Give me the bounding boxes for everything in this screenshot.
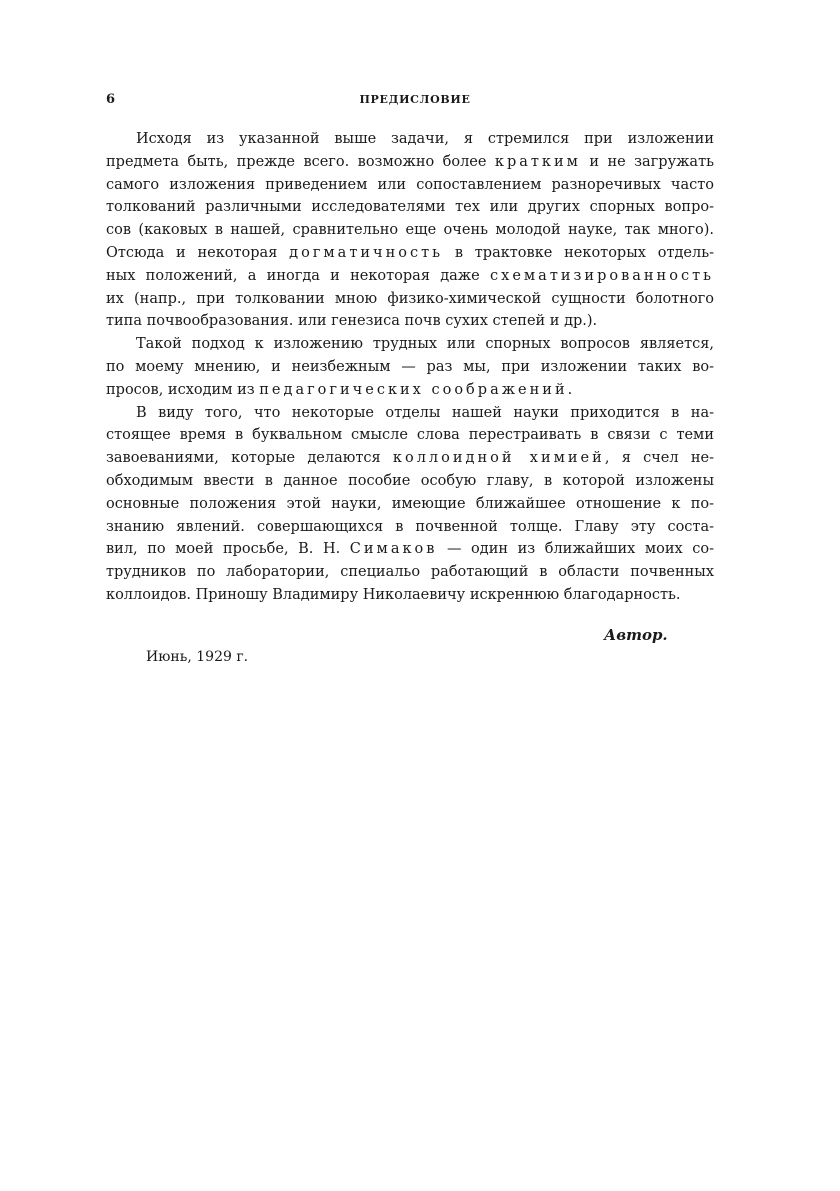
- text-line: их (напр., при толковании мною физико-химической сущности болотного: [106, 290, 714, 307]
- preface-text: [106, 128, 714, 607]
- spaced-emphasis: кратким: [494, 153, 581, 170]
- text-line: типа почвообразования. или генезиса почв сухих степей и др.).: [106, 313, 598, 330]
- text-line: предмета быть, прежде всего. возможно более кратким и не загружать: [106, 153, 714, 170]
- text-line: Исходя из указанной выше задачи, я стремился при изложении: [136, 131, 714, 147]
- text-line: трудников по лаборатории, специальо работающий в области почвенных: [106, 564, 714, 581]
- spaced-emphasis: догматичность: [289, 244, 444, 261]
- spaced-emphasis: схематизированность: [490, 267, 714, 284]
- text-line: сов (каковых в нашей, сравнительно еще очень молодой науке, так много).: [106, 222, 714, 239]
- text-line: Такой подход к изложению трудных или спорных вопросов является,: [136, 336, 714, 353]
- text-line: Отсюда и некоторая догматичность в трактовке некоторых отдель-: [106, 244, 714, 261]
- text-line: коллоидов. Приношу Владимиру Николаевичу искреннюю благодарность.: [106, 586, 681, 603]
- text-line: знанию явлений. совершающихся в почвенной толще. Главу эту соста-: [106, 518, 714, 535]
- text-line: толкований различными исследователями тех или других спорных вопро-: [106, 199, 714, 216]
- page-header: [106, 92, 724, 110]
- text-line: по моему мнению, и неизбежным — раз мы, при изложении таких во-: [106, 358, 714, 375]
- spaced-emphasis: Симаков: [349, 541, 438, 558]
- author-signature: Автор.: [604, 626, 668, 644]
- text-line: обходимым ввести в данное пособие особую главу, в которой изложены: [106, 472, 714, 489]
- text-line: стоящее время в буквальном смысле слова перестраивать в связи с теми: [106, 427, 714, 444]
- text-line: завоеваниями, которые делаются коллоидной химией, я счел не-: [106, 450, 715, 467]
- text-line: самого изложения приведением или сопоставлением разноречивых часто: [106, 176, 714, 193]
- text-line: основные положения этой науки, имеющие ближайшее отношение к по-: [106, 495, 714, 512]
- running-title: ПРЕДИСЛОВИЕ: [359, 93, 471, 106]
- spaced-emphasis: педагогических соображений: [259, 381, 568, 398]
- text-line: вил, по моей просьбе, В. Н. Симаков — один из ближайших моих со-: [106, 541, 714, 558]
- date-line: Июнь, 1929 г.: [146, 649, 249, 665]
- text-line: В виду того, что некоторые отделы нашей науки приходится в на-: [136, 404, 714, 421]
- text-line: ных положений, а иногда и некоторая даже схематизированность: [106, 267, 714, 284]
- page-number: 6: [106, 92, 116, 107]
- text-line: просов, исходим из педагогических соображений.: [106, 381, 573, 398]
- spaced-emphasis: коллоидной химией: [392, 450, 605, 467]
